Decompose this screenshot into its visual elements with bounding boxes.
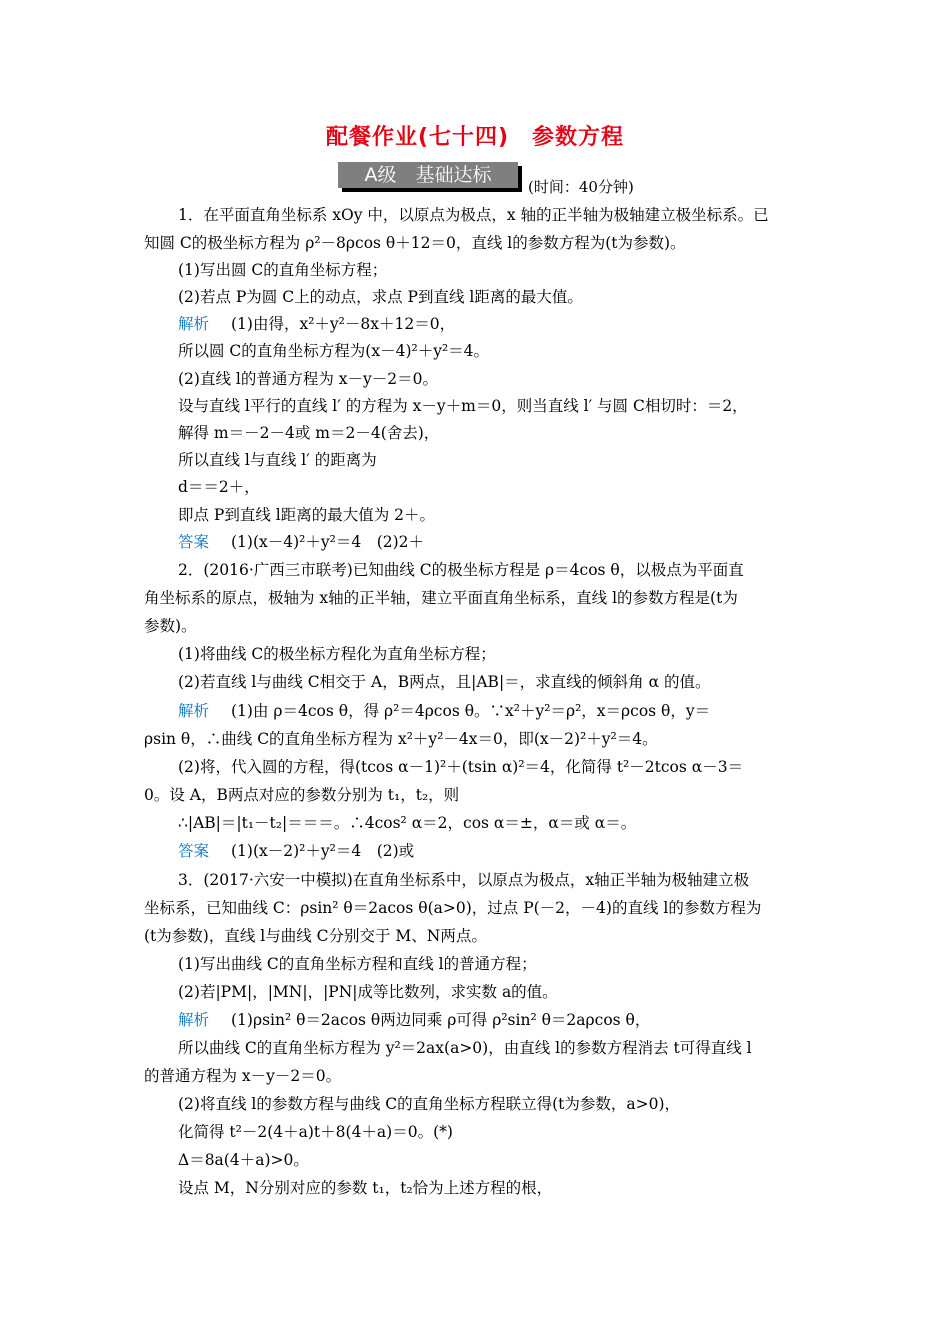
text-line: 设与直线 l平行的直线 l′ 的方程为 x－y＋m＝0，则当直线 l′ 与圆 C相切时：＝2， — [178, 397, 748, 415]
text-line: (1)由 ρ＝4cos θ，得 ρ²＝4ρcos θ。∵x²＋y²＝ρ²，x＝ρcos θ，y＝ — [231, 702, 711, 720]
text-line: 所以曲线 C的直角坐标方程为 y²＝2ax(a>0)，由直线 l的参数方程消去 t可得直线 l — [178, 1039, 752, 1057]
text-line: ∴|AB|＝|t₁－t₂|＝＝＝。∴4cos² α＝2，cos α＝±，α＝或 α＝。 — [178, 814, 637, 832]
text-line: 即点 P到直线 l距离的最大值为 2＋。 — [178, 506, 436, 524]
text-line: 坐标系，已知曲线 C：ρsin² θ＝2acos θ(a>0)，过点 P(－2，－4)的直线 l的参数方程为 — [144, 899, 762, 917]
text-line: (2)若|PM|，|MN|，|PN|成等比数列，求实数 a的值。 — [178, 983, 558, 1001]
text-line: 所以圆 C的直角坐标方程为(x－4)²＋y²＝4。 — [178, 342, 490, 360]
text-line: 参数)。 — [144, 617, 197, 635]
text-line: 的普通方程为 x－y－2＝0。 — [144, 1067, 342, 1085]
text-line: (2)将，代入圆的方程，得(tcos α－1)²＋(tsin α)²＝4，化简得 t²－2tcos α－3＝ — [178, 758, 744, 776]
time-limit: (时间：40分钟) — [528, 178, 634, 196]
text-line: 1．在平面直角坐标系 xOy 中，以原点为极点，x 轴的正半轴为极轴建立极坐标系。已 — [178, 206, 769, 224]
text-line: (1)写出曲线 C的直角坐标方程和直线 l的普通方程； — [178, 955, 537, 973]
text-line: 化简得 t²－2(4＋a)t＋8(4＋a)＝0。(*) — [178, 1123, 453, 1141]
text-line: ρsin θ，∴曲线 C的直角坐标方程为 x²＋y²－4x＝0，即(x－2)²＋y²＝4。 — [144, 730, 658, 748]
section-label: 解析 — [178, 1011, 210, 1029]
text-line: 设点 M，N分别对应的参数 t₁，t₂恰为上述方程的根， — [178, 1179, 553, 1197]
text-line: (1)将曲线 C的极坐标方程化为直角坐标方程； — [178, 645, 496, 663]
text-line: (1)由得，x²＋y²－8x＋12＝0， — [231, 315, 456, 333]
page-title: 配餐作业(七十四) 参数方程 — [325, 125, 625, 150]
text-line: 解得 m＝－2－4或 m＝2－4(舍去)， — [178, 424, 440, 442]
text-line: 知圆 C的极坐标方程为 ρ²－8ρcos θ＋12＝0，直线 l的参数方程为(t为参数)。 — [144, 234, 686, 252]
text-line: (2)若直线 l与曲线 C相交于 A，B两点，且|AB|＝，求直线的倾斜角 α 的值。 — [178, 673, 711, 691]
section-label: 解析 — [178, 702, 210, 720]
text-line: d＝＝2＋， — [178, 478, 260, 496]
section-label: 答案 — [178, 533, 210, 551]
text-line: (2)将直线 l的参数方程与曲线 C的直角坐标方程联立得(t为参数，a>0)， — [178, 1095, 681, 1113]
level-badge: A级 基础达标 — [338, 162, 518, 188]
text-line: (1)(x－4)²＋y²＝4 (2)2＋ — [231, 533, 425, 551]
text-line: (2)若点 P为圆 C上的动点，求点 P到直线 l距离的最大值。 — [178, 288, 583, 306]
text-line: (1)(x－2)²＋y²＝4 (2)或 — [231, 842, 415, 860]
text-line: Δ＝8a(4＋a)>0。 — [178, 1151, 309, 1169]
text-line: 3．(2017·六安一中模拟)在直角坐标系中，以原点为极点，x轴正半轴为极轴建立极 — [178, 871, 750, 889]
text-line: 角坐标系的原点，极轴为 x轴的正半轴，建立平面直角坐标系，直线 l的参数方程是(t为 — [144, 589, 738, 607]
text-line: 0。设 A，B两点对应的参数分别为 t₁，t₂，则 — [144, 786, 460, 804]
text-line: 2．(2016·广西三市联考)已知曲线 C的极坐标方程是 ρ＝4cos θ，以极点为平面直 — [178, 561, 744, 579]
text-line: (2)直线 l的普通方程为 x－y－2＝0。 — [178, 370, 438, 388]
text-line: (1)写出圆 C的直角坐标方程； — [178, 261, 388, 279]
text-line: 所以直线 l与直线 l′ 的距离为 — [178, 451, 377, 469]
text-line: (t为参数)，直线 l与曲线 C分别交于 M、N两点。 — [144, 927, 487, 945]
section-label: 答案 — [178, 842, 210, 860]
text-line: (1)ρsin² θ＝2acos θ两边同乘 ρ可得 ρ²sin² θ＝2aρcos θ， — [231, 1011, 651, 1029]
section-label: 解析 — [178, 315, 210, 333]
